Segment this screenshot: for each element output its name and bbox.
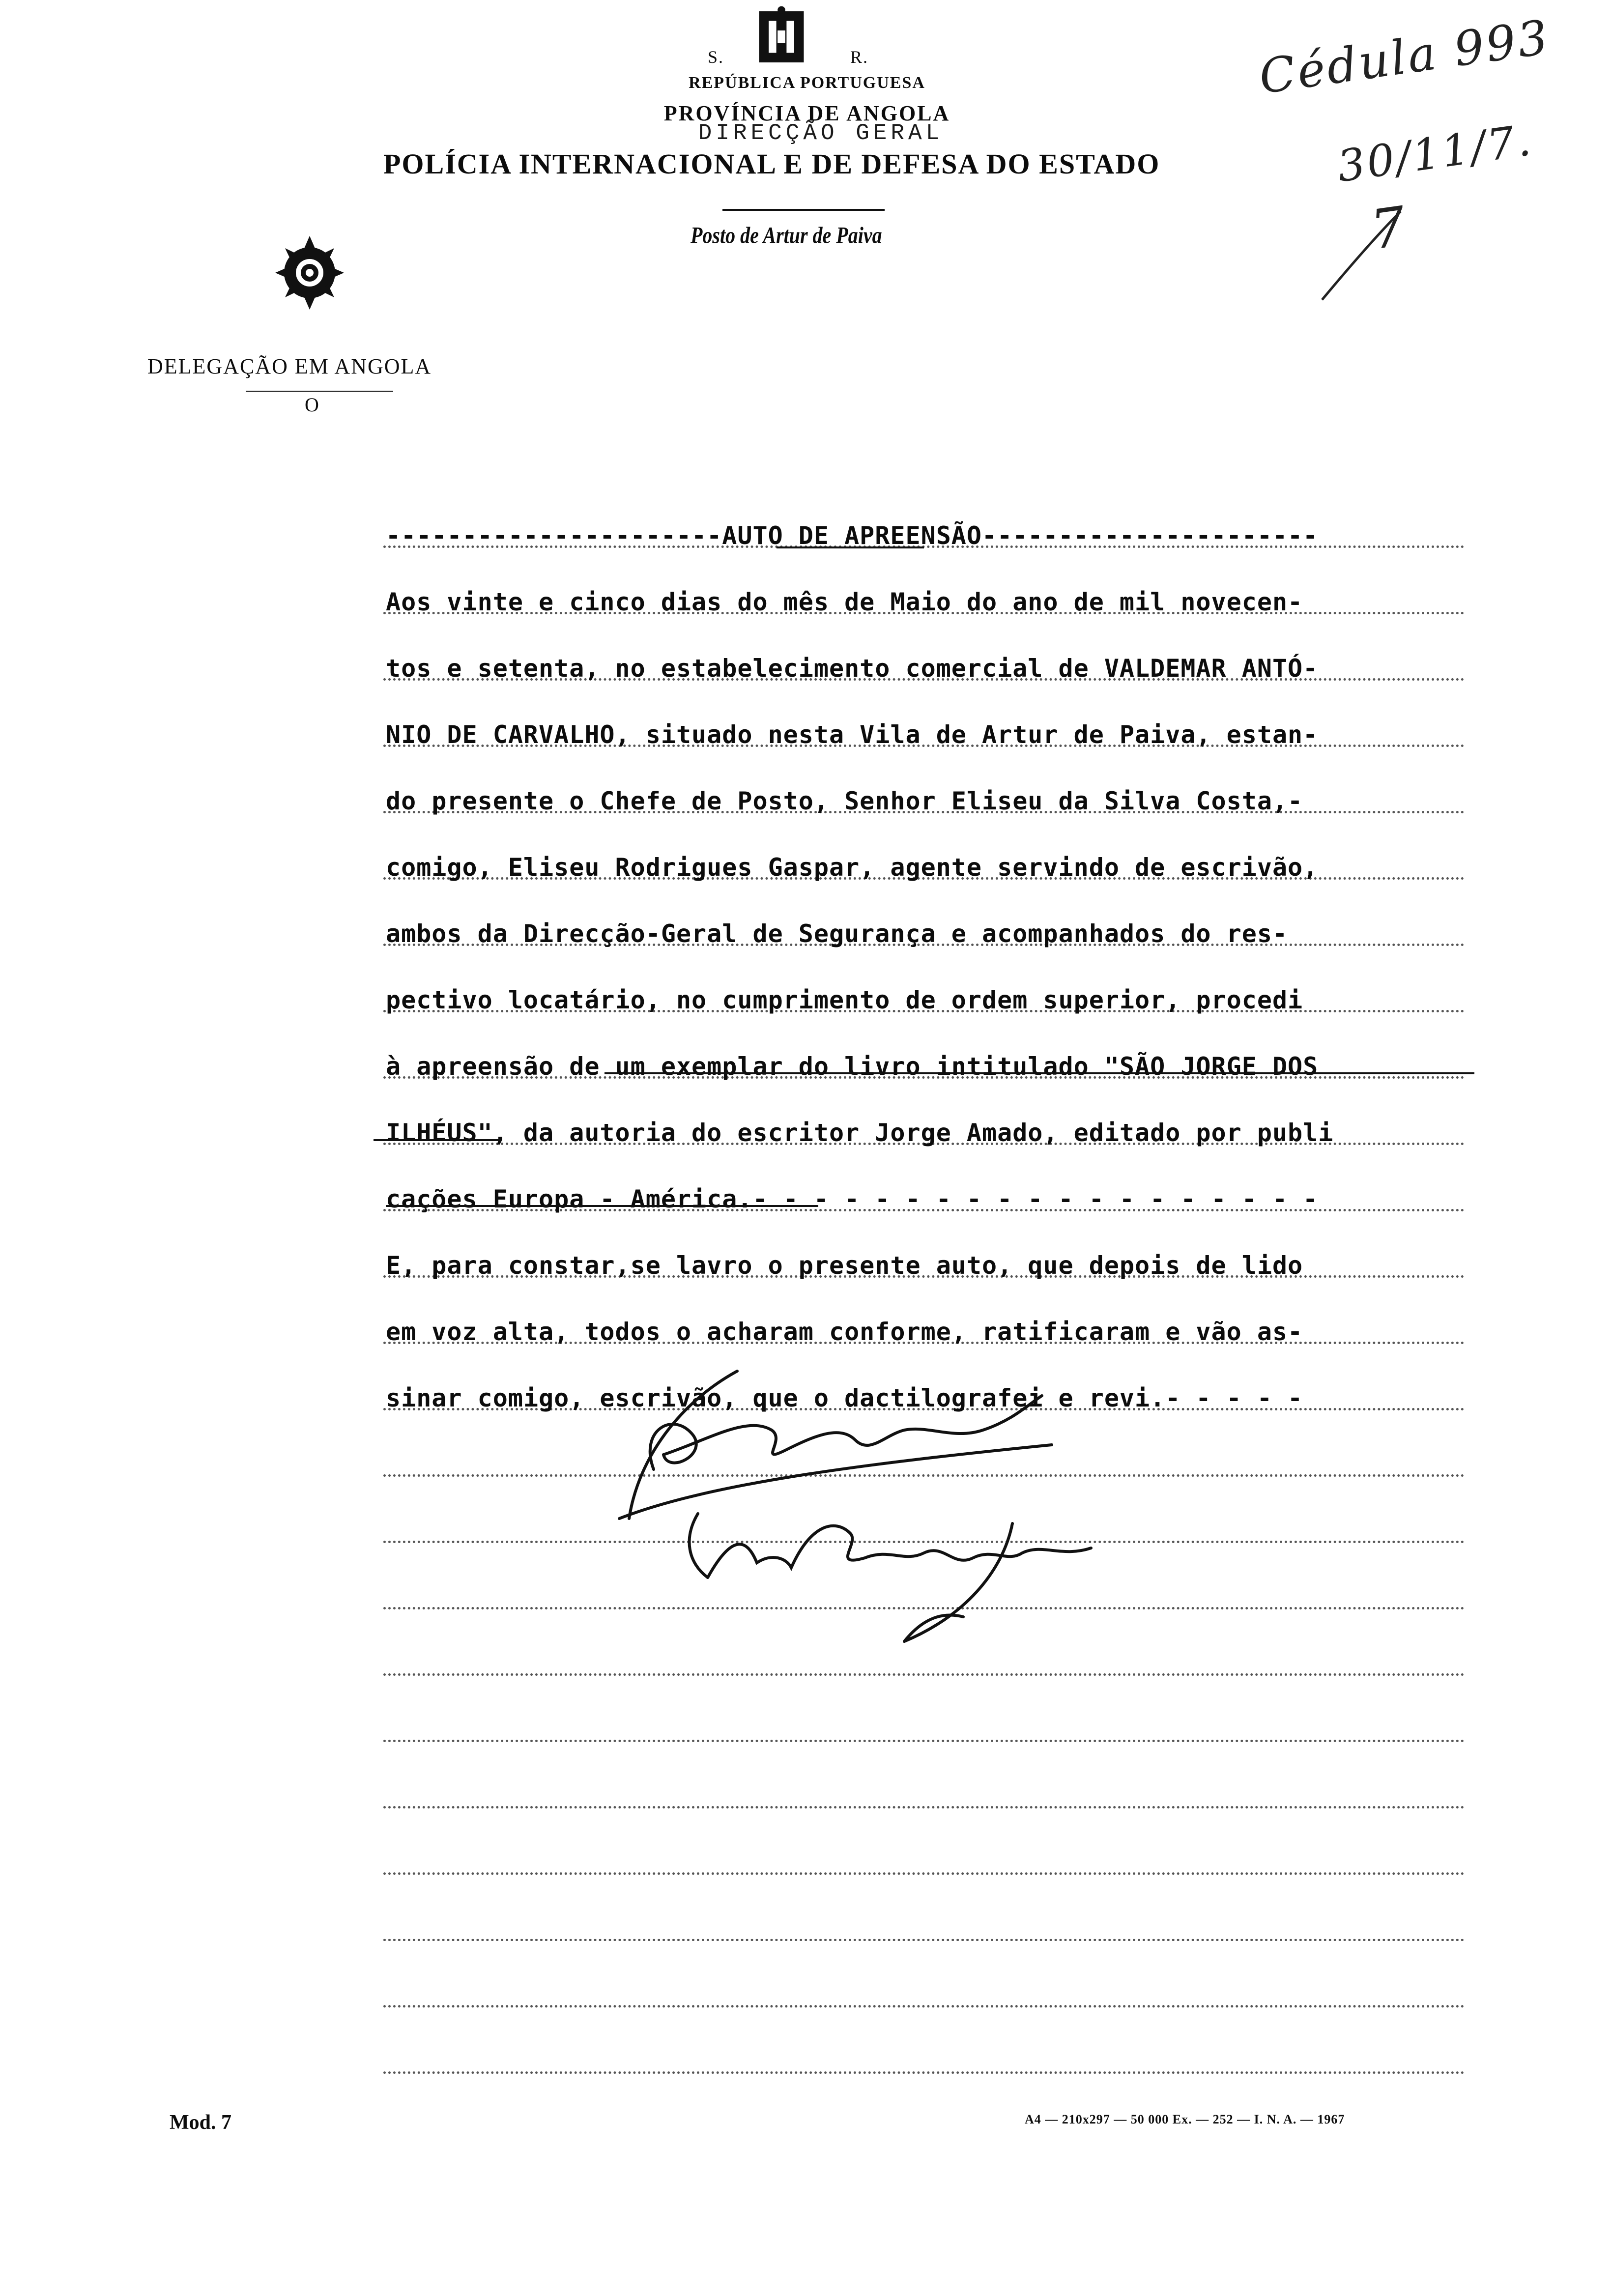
document-title-line: ----------------------AUTO DE APREENSÃO----------------------: [386, 521, 1319, 550]
document-line: sinar comigo, escrivão, que o dactilografei e revi.- - - - -: [386, 1384, 1303, 1412]
document-line: Aos vinte e cinco dias do mês de Maio do ano de mil novecen-: [386, 588, 1303, 616]
delegation-mark: O: [305, 394, 319, 416]
title-underline: [777, 546, 924, 548]
ruled-line: [383, 2005, 1465, 2009]
document-line: tos e setenta, no estabelecimento comercial de VALDEMAR ANTÓ-: [386, 654, 1319, 683]
ruled-line: [383, 1939, 1465, 1942]
handwritten-initial: 7: [1367, 194, 1412, 262]
overtyped-stamp: DIRECÇÃO GERAL: [698, 120, 944, 146]
document-line: comigo, Eliseu Rodrigues Gaspar, agente servindo de escrivão,: [386, 853, 1319, 882]
document-line: em voz alta, todos o acharam conforme, ratificaram e vão as-: [386, 1318, 1303, 1346]
print-info: A4 — 210x297 — 50 000 Ex. — 252 — I. N. A. — 1967: [1025, 2112, 1345, 2126]
signature-second-icon: [668, 1494, 1130, 1651]
s-letter: S.: [708, 47, 724, 67]
pide-seal-icon: [273, 231, 346, 317]
form-number: Mod. 7: [170, 2111, 231, 2134]
province-heading: PROVÍNCIA DE ANGOLA: [663, 101, 950, 125]
publisher-underline: [386, 1205, 818, 1207]
header-rule: [722, 209, 885, 211]
ruled-line: [383, 1740, 1465, 1743]
book-title-underline-2: [374, 1139, 501, 1141]
ruled-line: [383, 2071, 1465, 2075]
document-line: ILHÉUS", da autoria do escritor Jorge Amado, editado por publi: [386, 1119, 1334, 1147]
republic-heading: REPÚBLICA PORTUGUESA: [689, 74, 925, 92]
document-line: do presente o Chefe de Posto, Senhor Eliseu da Silva Costa,-: [386, 787, 1303, 815]
ruled-line: [383, 1806, 1465, 1809]
document-line: à apreensão de um exemplar do livro intitulado "SÃO JORGE DOS: [386, 1052, 1319, 1081]
document-line: NIO DE CARVALHO, situado nesta Vila de Artur de Paiva, estan-: [386, 720, 1319, 749]
r-letter: R.: [850, 47, 869, 67]
delegation-label: DELEGAÇÃO EM ANGOLA: [147, 354, 432, 378]
document-line: E, para constar,se lavro o presente auto, que depois de lido: [386, 1251, 1303, 1280]
agency-heading: POLÍCIA INTERNACIONAL E DE DEFESA DO ESTADO: [383, 148, 1160, 180]
delegation-rule: [246, 391, 393, 392]
document-line: ambos da Direcção-Geral de Segurança e acompanhados do res-: [386, 919, 1288, 948]
handwritten-stroke-icon: [1317, 206, 1406, 305]
document-line: cações Europa - América.- - - - - - - - - - - - - - - - - - -: [386, 1185, 1319, 1213]
republic-crest-icon: [749, 5, 813, 71]
post-subheading: Posto de Artur de Paiva: [691, 222, 882, 249]
document-line: pectivo locatário, no cumprimento de ordem superior, procedi: [386, 986, 1303, 1014]
handwritten-reference: Cédula 993: [1256, 9, 1554, 105]
ruled-line: [383, 1872, 1465, 1876]
ruled-line: [383, 1673, 1465, 1677]
book-title-underline: [604, 1072, 1474, 1074]
handwritten-date: 30/11/7.: [1334, 114, 1536, 192]
